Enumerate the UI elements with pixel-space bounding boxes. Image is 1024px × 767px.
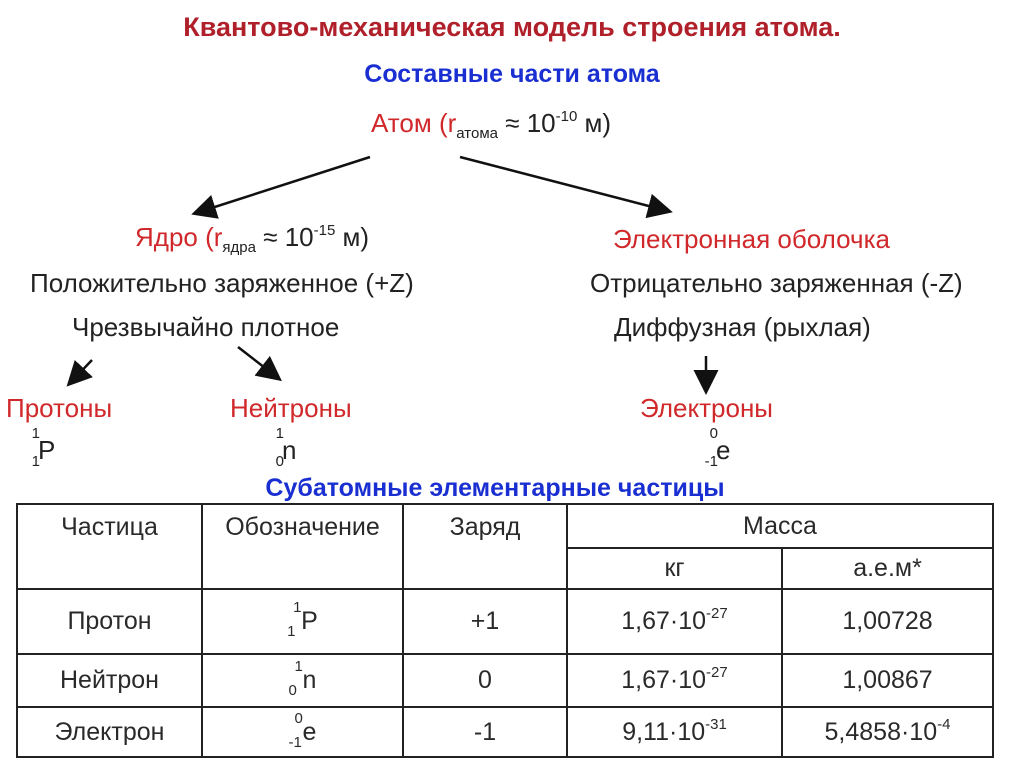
header-charge: Заряд (403, 504, 567, 589)
header-mass: Масса (567, 504, 993, 548)
row-charge: 0 (403, 654, 567, 707)
header-kg: кг (567, 548, 782, 589)
header-amu: а.е.м* (782, 548, 993, 589)
electrons-symbol: 0 -1 e (704, 425, 731, 470)
row-mass-kg: $9,11\cdot 10^{-31}$ (567, 707, 782, 757)
arrow-to-nucleus (196, 157, 370, 213)
protons-symbol: 1 1 P (31, 425, 56, 470)
table-title: Субатомные элементарные частицы (265, 474, 725, 502)
header-particle: Частица (17, 504, 202, 589)
row-mass-amu: 1,00867 (782, 654, 993, 707)
table-row (17, 589, 993, 654)
nucleus-label: Ядро ($r_{ядра} \approx 10^{-15}$ м) (135, 222, 370, 256)
arrow-to-protons (70, 360, 92, 383)
row-mass-amu: 1,00728 (782, 589, 993, 654)
table-row (17, 654, 993, 707)
row-charge: +1 (403, 589, 567, 654)
shell-diffuse: Диффузная (рыхлая) (614, 312, 871, 342)
atom-label: Атом ($r_{атома} \approx 10^{-10}$ м) (371, 108, 612, 142)
shell-label: Электронная оболочка (613, 224, 890, 254)
arrow-to-neutrons (238, 347, 278, 378)
table-row (17, 707, 993, 757)
row-particle: Электрон (17, 707, 202, 757)
shell-charge: Отрицательно заряженная (-Z) (590, 268, 963, 298)
row-mass-kg: $1,67\cdot 10^{-27}$ (567, 589, 782, 654)
neutrons-symbol: 1 0 n (275, 425, 297, 470)
protons-label: Протоны (6, 393, 113, 423)
electrons-label: Электроны (640, 393, 773, 423)
row-mass-kg: $1,67\cdot 10^{-27}$ (567, 654, 782, 707)
nucleus-density: Чрезвычайно плотное (72, 312, 340, 342)
row-symbol: 1 0 n (202, 654, 403, 707)
row-particle: Протон (17, 589, 202, 654)
arrow-to-shell (460, 157, 668, 211)
row-charge: -1 (403, 707, 567, 757)
page-subtitle: Составные части атома (364, 60, 660, 88)
row-symbol: 0 -1 e (202, 707, 403, 757)
row-particle: Нейтрон (17, 654, 202, 707)
row-symbol: 1 1 P (202, 589, 403, 654)
nucleus-charge: Положительно заряженное (+Z) (30, 268, 414, 298)
row-mass-amu: $5,4858\cdot 10^{-4}$ (782, 707, 993, 757)
header-symbol: Обозначение (202, 504, 403, 589)
page-title: Квантово-механическая модель строения атома. (183, 12, 841, 42)
particles-table (16, 503, 994, 758)
neutrons-label: Нейтроны (230, 393, 352, 423)
